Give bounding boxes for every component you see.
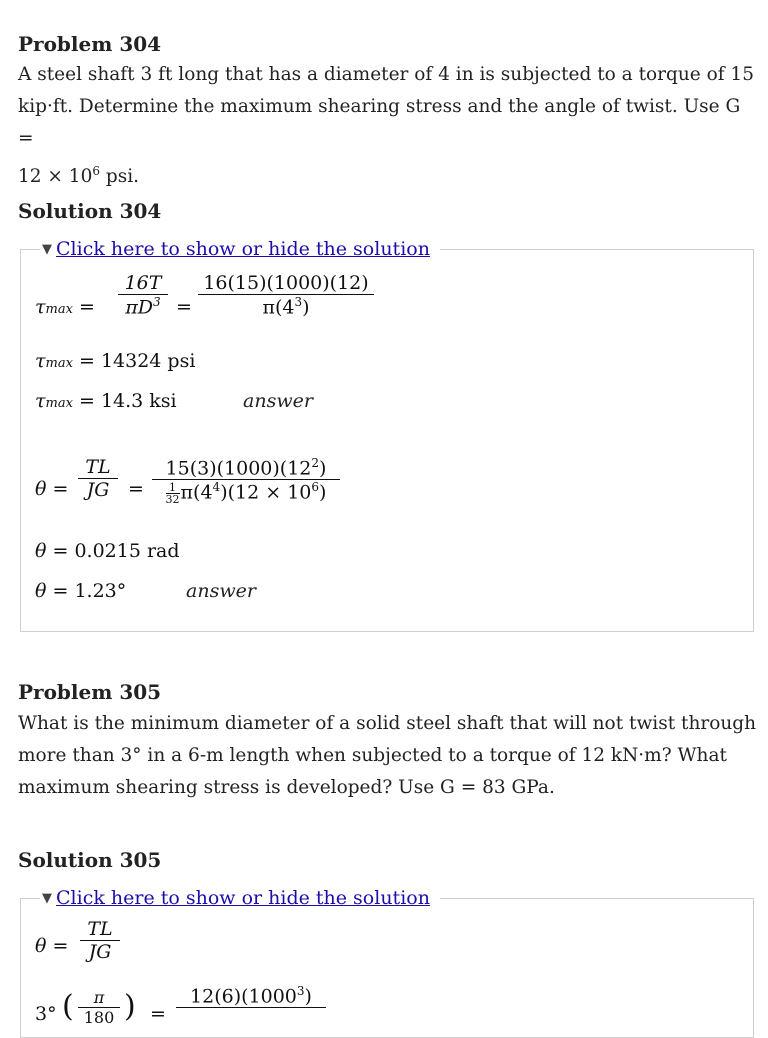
problem-304-statement	[18, 59, 758, 193]
eq-tau-max-psi: τmax = 14324 psi	[35, 350, 196, 372]
problem-305-line-2: more than 3° in a 6-m length when subjected to a torque of 12 kN·m? What	[18, 745, 727, 766]
eq-theta-deg: θ = 1.23°	[35, 580, 127, 602]
solution-304-title: Solution 304	[18, 199, 162, 223]
problem-304-line-2: kip·ft. Determine the maximum shearing stress and the angle of twist. Use G =	[18, 96, 741, 149]
paren-right: )	[124, 989, 136, 1024]
equals-sign: =	[176, 296, 192, 318]
problem-305-line-3: maximum shearing stress is developed? Use G = 83 GPa.	[18, 777, 555, 798]
solution-304-toggle-link[interactable]: Click here to show or hide the solution	[56, 238, 430, 260]
eq-fraction-numeric-theta: $15(3)(1000)(12^2)$ $\frac{1}{32}$ $\pi(4^4)(12 \times 10^6)$	[152, 456, 340, 505]
eq-fraction-numeric-tau: 16(15)(1000)(12) $\pi(4^3)$	[198, 272, 374, 318]
eq-tau-max-lhs: τmax =	[35, 296, 95, 318]
problem-305-title: Problem 305	[18, 680, 162, 704]
equals-sign: =	[128, 478, 144, 500]
eq-fraction-pi-over-180: π 180	[78, 988, 120, 1027]
paren-left: (	[62, 989, 74, 1024]
solution-305-toggle[interactable]	[40, 886, 440, 910]
eq-theta-lhs: θ =	[35, 935, 69, 957]
problem-305-line-1: What is the minimum diameter of a solid steel shaft that will not twist through	[18, 713, 757, 734]
answer-label: answer	[186, 580, 256, 602]
eq-fraction-16T-over-piD3: 16T $\pi D^3$	[118, 272, 168, 318]
problem-304-line-1: A steel shaft 3 ft long that has a diameter of 4 in is subjected to a torque of 15	[18, 64, 754, 85]
answer-label: answer	[243, 390, 313, 412]
solution-304-toggle[interactable]	[40, 237, 440, 261]
problem-305-statement	[18, 708, 758, 804]
caret-down-icon: ▼	[42, 890, 52, 906]
eq-fraction-TL-over-JG: TL JG	[80, 918, 120, 963]
caret-down-icon: ▼	[42, 241, 52, 257]
eq-fraction-TL-over-JG: TL JG	[78, 456, 118, 501]
eq-3deg-lhs: 3°	[35, 1003, 57, 1025]
eq-theta-lhs: θ =	[35, 478, 69, 500]
solution-305-title: Solution 305	[18, 848, 162, 872]
equals-sign: =	[150, 1003, 166, 1025]
problem-304-line-3: $12 \times 10^6$ psi.	[18, 164, 139, 188]
eq-fraction-numeric-305: 12(6)(1000$^3$)	[176, 984, 326, 1008]
eq-theta-rad: θ = 0.0215 rad	[35, 540, 180, 562]
problem-304-title: Problem 304	[18, 32, 162, 56]
eq-tau-max-ksi: τmax = 14.3 ksi	[35, 390, 177, 412]
solution-305-toggle-link[interactable]: Click here to show or hide the solution	[56, 887, 430, 909]
